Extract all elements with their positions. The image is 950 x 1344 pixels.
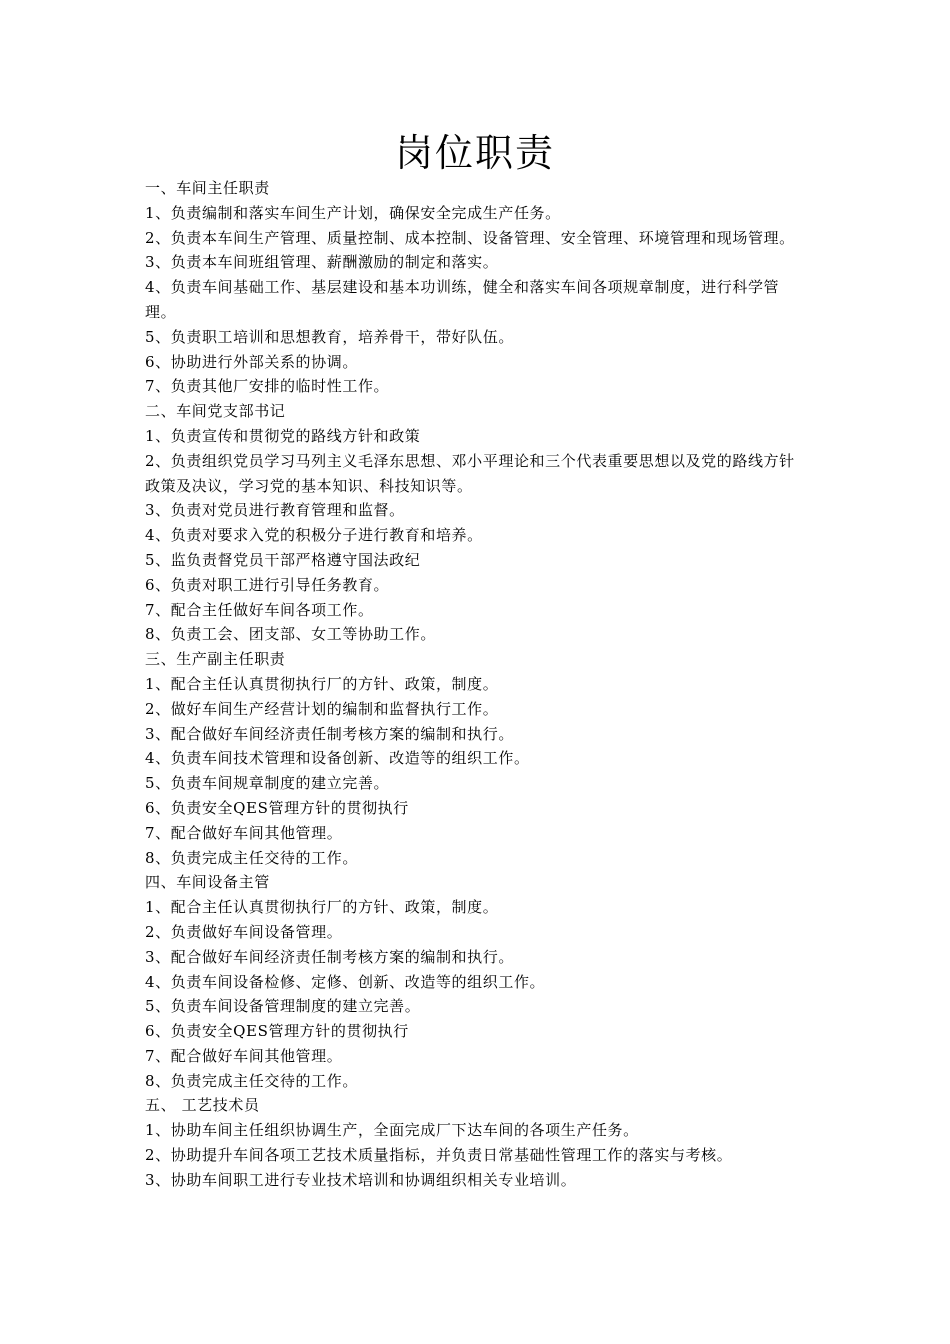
- document-line: 5、负责车间设备管理制度的建立完善。: [145, 997, 421, 1016]
- document-line: 6、协助进行外部关系的协调。: [145, 352, 358, 371]
- document-line: 6、负责安全QES管理方针的贯彻执行: [145, 1022, 409, 1041]
- document-line: 5、负责职工培训和思想教育，培养骨干，带好队伍。: [145, 327, 514, 346]
- document-line: 3、配合做好车间经济责任制考核方案的编制和执行。: [145, 947, 514, 966]
- document-line: 7、负责其他厂安排的临时性工作。: [145, 377, 390, 396]
- document-line: 1、负责编制和落实车间生产计划，确保安全完成生产任务。: [145, 203, 561, 222]
- document-line: 2、负责组织党员学习马列主义毛泽东思想、邓小平理论和三个代表重要思想以及党的路线方针政策及决议，学习党的基本知识、科技知识等。: [145, 451, 795, 495]
- document-line: 2、负责本车间生产管理、质量控制、成本控制、设备管理、安全管理、环境管理和现场管理。: [145, 228, 795, 247]
- document-line: 四、车间设备主管: [145, 873, 270, 892]
- document-line: 1、负责宣传和贯彻党的路线方针和政策: [145, 426, 421, 445]
- document-line: 3、配合做好车间经济责任制考核方案的编制和执行。: [145, 724, 514, 743]
- document-line: 4、负责车间设备检修、定修、创新、改造等的组织工作。: [145, 972, 546, 991]
- document-line: 8、负责完成主任交待的工作。: [145, 848, 358, 867]
- document-line: 6、负责对职工进行引导任务教育。: [145, 575, 390, 594]
- document-line: 7、配合做好车间其他管理。: [145, 1046, 343, 1065]
- document-title: 岗位职责: [394, 131, 555, 175]
- document-line: 3、负责对党员进行教育管理和监督。: [145, 501, 405, 520]
- document-line: 4、负责车间技术管理和设备创新、改造等的组织工作。: [145, 749, 530, 768]
- document-line: 7、配合做好车间其他管理。: [145, 823, 343, 842]
- document-line: 6、负责安全QES管理方针的贯彻执行: [145, 798, 409, 817]
- document-line: 7、配合主任做好车间各项工作。: [145, 600, 374, 619]
- document-line: 一、车间主任职责: [145, 179, 270, 197]
- document-line: 三、生产副主任职责: [145, 650, 286, 669]
- document-line: 3、协助车间职工进行专业技术培训和协调组织相关专业培训。: [145, 1170, 577, 1189]
- document-line: 2、做好车间生产经营计划的编制和监督执行工作。: [145, 699, 499, 718]
- document-line: 8、负责完成主任交待的工作。: [145, 1071, 358, 1090]
- document-line: 1、配合主任认真贯彻执行厂的方针、政策，制度。: [145, 674, 499, 693]
- document-line: 4、负责对要求入党的积极分子进行教育和培养。: [145, 526, 483, 545]
- document-line: 8、负责工会、团支部、女工等协助工作。: [145, 625, 436, 644]
- document-line: 1、配合主任认真贯彻执行厂的方针、政策，制度。: [145, 898, 499, 917]
- document-line: 4、负责车间基础工作、基层建设和基本功训练，健全和落实车间各项规章制度，进行科学管理。: [145, 278, 780, 321]
- document-line: 2、负责做好车间设备管理。: [145, 922, 343, 941]
- document-line: 五、 工艺技术员: [145, 1096, 260, 1115]
- document-line: 2、协助提升车间各项工艺技术质量指标，并负责日常基础性管理工作的落实与考核。: [145, 1146, 733, 1165]
- document-line: 二、车间党支部书记: [145, 402, 286, 421]
- document-line: 1、协助车间主任组织协调生产，全面完成厂下达车间的各项生产任务。: [145, 1121, 639, 1140]
- document-body: [145, 176, 809, 1193]
- document-line: 3、负责本车间班组管理、薪酬激励的制定和落实。: [145, 253, 499, 272]
- document-line: 5、监负责督党员干部严格遵守国法政纪: [145, 550, 421, 569]
- document-line: 5、负责车间规章制度的建立完善。: [145, 774, 390, 793]
